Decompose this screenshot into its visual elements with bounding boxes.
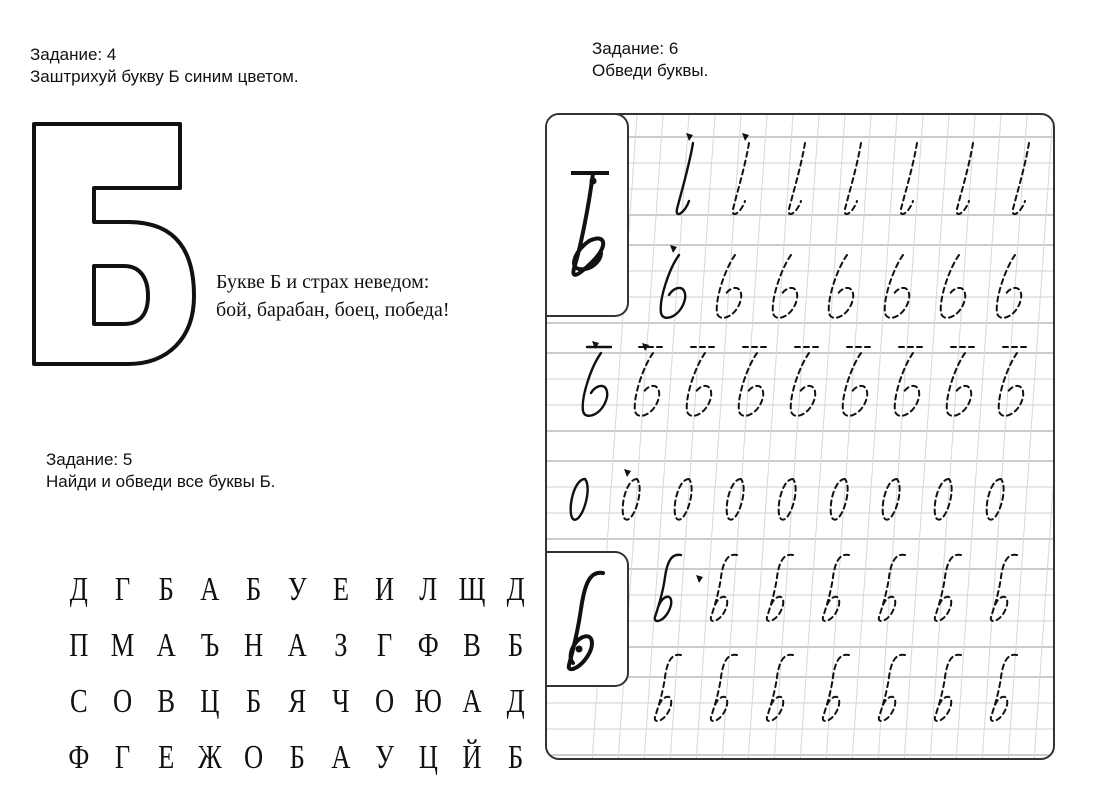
grid-letter[interactable]: Ю xyxy=(414,683,442,720)
task-4-heading: Задание: 4 xyxy=(30,45,117,64)
grid-letter[interactable]: Я xyxy=(288,683,307,720)
grid-letter[interactable]: А xyxy=(287,627,307,664)
grid-letter[interactable]: Д xyxy=(506,683,525,720)
grid-letter[interactable]: Д xyxy=(69,571,88,608)
tracing-capital-b xyxy=(895,353,919,416)
grid-row xyxy=(57,562,537,618)
slant-guide xyxy=(774,115,819,760)
grid-letter[interactable]: У xyxy=(287,571,307,608)
slant-guide xyxy=(852,115,897,760)
tracing-capital-b xyxy=(791,353,815,416)
task-6-heading: Задание: 6 xyxy=(592,39,679,58)
grid-letter[interactable]: С xyxy=(69,683,88,720)
grid-letter[interactable]: Г xyxy=(376,627,393,664)
tracing-small-b xyxy=(711,655,737,721)
poem xyxy=(216,268,450,324)
task-6 xyxy=(592,38,708,82)
grid-letter[interactable]: Д xyxy=(506,571,525,608)
tracing-stroke xyxy=(845,143,861,214)
grid-row xyxy=(57,618,537,674)
start-arrow-icon xyxy=(624,469,631,477)
grid-letter[interactable]: Б xyxy=(158,571,174,608)
grid-letter[interactable]: В xyxy=(463,627,481,664)
slant-guide xyxy=(904,115,949,760)
grid-letter[interactable]: Г xyxy=(114,739,131,776)
grid-letter[interactable]: Ц xyxy=(418,739,438,776)
tracing-capital-b xyxy=(947,353,971,416)
grid-letter[interactable]: Е xyxy=(332,571,350,608)
tracing-oval xyxy=(571,479,588,520)
grid-letter[interactable]: А xyxy=(200,571,220,608)
grid-letter[interactable]: И xyxy=(375,571,395,608)
slant-guide xyxy=(1008,115,1053,760)
tracing-stroke xyxy=(789,143,805,214)
tracing-loop xyxy=(661,255,685,318)
slant-guide xyxy=(982,115,1027,760)
tracing-small-b xyxy=(655,555,681,621)
grid-letter[interactable]: Б xyxy=(508,739,524,776)
grid-letter[interactable]: Б xyxy=(245,683,262,720)
grid-letter[interactable]: Е xyxy=(158,739,175,776)
poem-line-2: бой, барабан, боец, победа! xyxy=(216,299,450,321)
tracing-capital-b xyxy=(739,353,763,416)
tracing-small-b xyxy=(935,655,961,721)
slant-guide xyxy=(800,115,845,760)
grid-letter[interactable]: Ф xyxy=(417,627,439,664)
start-arrow-icon xyxy=(670,245,677,253)
poem-line-1: Букве Б и страх неведом: xyxy=(216,271,430,293)
task-5-instruction: Найди и обведи все буквы Б. xyxy=(46,472,276,491)
grid-letter[interactable]: А xyxy=(156,627,176,664)
tracing-loop xyxy=(773,255,797,318)
tracing-small-b xyxy=(823,655,849,721)
grid-letter[interactable]: Н xyxy=(243,627,264,664)
grid-letter[interactable]: А xyxy=(462,683,482,720)
grid-letter[interactable]: З xyxy=(334,627,348,664)
tracing-small-b xyxy=(711,555,737,621)
start-arrow-icon xyxy=(696,575,703,583)
grid-letter[interactable]: Щ xyxy=(458,571,486,608)
grid-letter[interactable]: А xyxy=(331,739,351,776)
slant-guide xyxy=(748,115,793,760)
grid-letter[interactable]: Л xyxy=(419,571,438,608)
outline-letter-b xyxy=(28,118,198,370)
slant-guide xyxy=(878,115,923,760)
grid-letter[interactable]: Й xyxy=(462,739,482,776)
tracing-capital-b xyxy=(843,353,867,416)
handwriting-practice-sheet xyxy=(545,113,1055,760)
tracing-loop xyxy=(997,255,1021,318)
grid-letter[interactable]: О xyxy=(243,739,264,776)
grid-letter[interactable]: Ч xyxy=(332,683,350,720)
tracing-capital-b xyxy=(583,353,607,416)
tracing-small-b xyxy=(767,655,793,721)
grid-letter[interactable]: Ф xyxy=(68,739,90,776)
tracing-small-b xyxy=(935,555,961,621)
tracing-loop xyxy=(829,255,853,318)
script-small-b-icon xyxy=(545,553,627,685)
letter-search-grid xyxy=(57,562,537,786)
grid-letter[interactable]: О xyxy=(112,683,133,720)
grid-letter[interactable]: У xyxy=(375,739,394,776)
grid-letter[interactable]: О xyxy=(375,683,395,720)
grid-letter[interactable]: Ъ xyxy=(200,627,220,664)
tracing-stroke xyxy=(677,143,693,214)
grid-letter[interactable]: Б xyxy=(508,627,524,664)
script-capital-b-icon xyxy=(545,115,627,315)
grid-letter[interactable]: В xyxy=(157,683,176,720)
slant-guide xyxy=(1034,115,1055,760)
task-4 xyxy=(30,44,299,88)
grid-letter[interactable]: Б xyxy=(245,571,262,608)
task-5-heading: Задание: 5 xyxy=(46,450,133,469)
grid-letter[interactable]: Ж xyxy=(197,739,222,776)
grid-letter[interactable]: М xyxy=(110,627,135,664)
sample-box-lowercase xyxy=(545,551,629,687)
tracing-capital-b xyxy=(687,353,711,416)
grid-letter[interactable]: Г xyxy=(114,571,131,608)
grid-row xyxy=(57,674,537,730)
tracing-small-b xyxy=(879,555,905,621)
tracing-capital-b xyxy=(635,353,659,416)
task-6-instruction: Обведи буквы. xyxy=(592,61,709,80)
slant-guide xyxy=(722,115,767,760)
slant-guide xyxy=(930,115,975,760)
grid-row xyxy=(57,730,537,786)
grid-letter[interactable]: Ц xyxy=(200,683,220,720)
task-4-instruction: Заштрихуй букву Б синим цветом. xyxy=(30,67,299,86)
slant-guide xyxy=(826,115,871,760)
grid-letter[interactable]: П xyxy=(69,627,89,664)
tracing-small-b xyxy=(767,555,793,621)
tracing-loop xyxy=(885,255,909,318)
tracing-small-b xyxy=(991,555,1017,621)
slant-guide xyxy=(956,115,1001,760)
grid-letter[interactable]: Б xyxy=(289,739,305,776)
slant-guide xyxy=(696,115,741,760)
sample-box-uppercase xyxy=(545,113,629,317)
task-5 xyxy=(46,449,276,493)
tracing-stroke xyxy=(901,143,917,214)
tracing-capital-b xyxy=(999,353,1023,416)
tracing-small-b xyxy=(823,555,849,621)
